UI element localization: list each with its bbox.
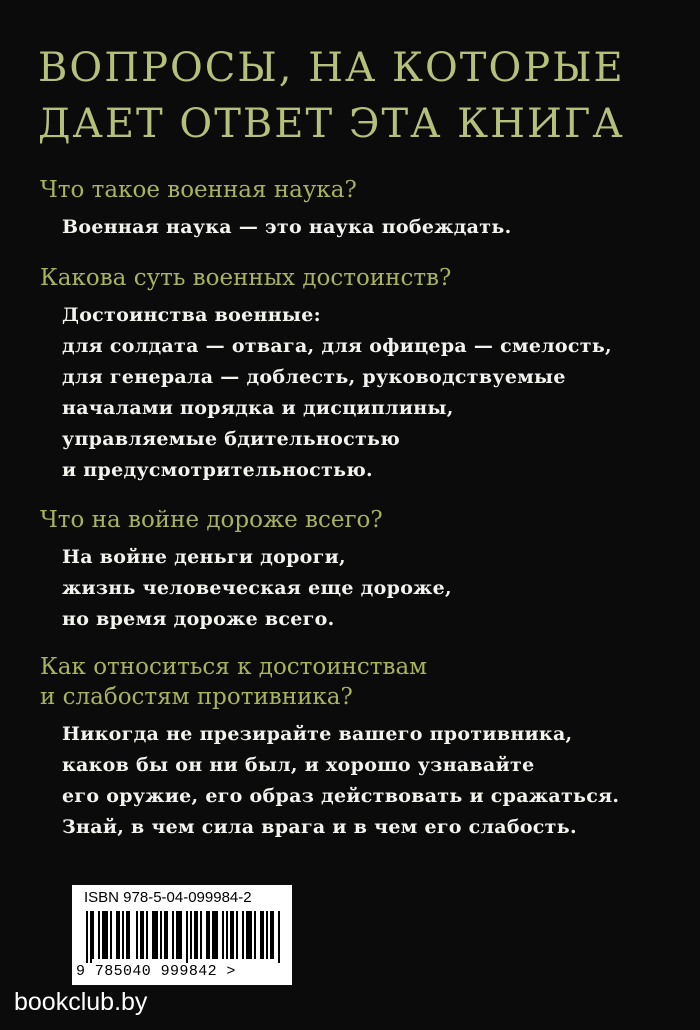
barcode-bar xyxy=(262,911,264,959)
barcode-bar xyxy=(250,911,252,959)
answer-3 xyxy=(62,542,452,635)
answer-1-line-1: Военная наука — это наука побеждать. xyxy=(62,216,512,238)
barcode-bar xyxy=(242,911,244,959)
title-line-2: ДАЕТ ОТВЕТ ЭТА КНИГА xyxy=(38,101,625,147)
barcode-bar xyxy=(272,911,274,959)
barcode-digits: 9 785040 999842 > xyxy=(76,963,236,980)
barcode-bar xyxy=(156,911,158,959)
barcode-bar xyxy=(278,911,280,963)
barcode-bar xyxy=(146,911,148,959)
barcode-bar xyxy=(164,911,166,959)
answer-4-line-2: каков бы он ни был, и хорошо узнавайте xyxy=(62,754,535,776)
answer-2 xyxy=(62,300,612,486)
barcode-bar xyxy=(90,911,92,963)
answer-4 xyxy=(62,719,619,843)
answer-2-line-1: Достоинства военные: xyxy=(62,304,321,326)
question-3 xyxy=(40,505,383,535)
barcode xyxy=(72,885,292,985)
barcode-bar xyxy=(110,911,112,959)
barcode-bar xyxy=(214,911,216,959)
barcode-bar xyxy=(98,911,100,959)
barcode-bar xyxy=(172,911,174,959)
answer-2-line-4: началами порядка и дисциплины, xyxy=(62,397,454,419)
barcode-bar xyxy=(118,911,120,959)
question-4 xyxy=(40,652,427,712)
barcode-bar xyxy=(152,911,154,959)
question-4-line-1: Как относиться к достоинствам xyxy=(40,654,428,680)
answer-2-line-5: управляемые бдительностью xyxy=(62,428,401,450)
barcode-bar xyxy=(176,911,178,959)
barcode-bar xyxy=(92,911,94,959)
page-title xyxy=(38,40,678,152)
barcode-bar xyxy=(212,911,214,959)
question-4-line-2: и слабостям противника? xyxy=(40,684,353,710)
barcode-bar xyxy=(186,911,188,963)
barcode-bar xyxy=(246,911,248,959)
barcode-bar xyxy=(136,911,138,959)
barcode-bar xyxy=(230,911,232,959)
answer-2-line-6: и предусмотрительностью. xyxy=(62,459,373,481)
barcode-bar xyxy=(216,911,218,959)
answer-1 xyxy=(62,212,511,243)
answer-3-line-3: но время дороже всего. xyxy=(62,608,335,630)
barcode-bar xyxy=(194,911,196,959)
barcode-bar xyxy=(160,911,162,959)
barcode-bar xyxy=(236,911,238,959)
barcode-bar xyxy=(140,911,142,959)
barcode-bar xyxy=(166,911,168,959)
barcode-bar xyxy=(196,911,198,959)
barcode-bar xyxy=(266,911,268,959)
barcode-bar xyxy=(222,911,224,959)
barcode-bar xyxy=(206,911,208,959)
barcode-bar xyxy=(260,911,262,959)
barcode-bar xyxy=(190,911,192,959)
barcode-bar xyxy=(226,911,228,959)
barcode-bar xyxy=(142,911,144,959)
barcode-bar xyxy=(128,911,130,959)
barcode-bar xyxy=(116,911,118,959)
barcode-bar xyxy=(178,911,180,959)
barcode-bar xyxy=(122,911,124,959)
answer-2-line-3: для генерала — доблесть, руководствуемые xyxy=(62,366,566,388)
barcode-bar xyxy=(154,911,156,959)
barcode-bar xyxy=(180,911,182,959)
answer-4-line-4: Знай, в чем сила врага и в чем его слабость. xyxy=(62,816,577,838)
barcode-bar xyxy=(208,911,210,959)
barcode-bar xyxy=(126,911,128,959)
question-3-line-1: Что на войне дороже всего? xyxy=(40,507,383,533)
question-1 xyxy=(40,175,357,205)
barcode-bar xyxy=(104,911,106,959)
barcode-bar xyxy=(270,911,272,959)
isbn-label: ISBN 978-5-04-099984-2 xyxy=(84,889,252,906)
question-2 xyxy=(40,263,451,293)
barcode-bar xyxy=(86,911,88,963)
barcode-bar xyxy=(254,911,256,959)
title-line-1: ВОПРОСЫ, НА КОТОРЫЕ xyxy=(38,45,625,91)
barcode-bar xyxy=(232,911,234,959)
answer-2-line-2: для солдата — отвага, для офицера — смелость, xyxy=(62,335,612,357)
footer-site: bookclub.by xyxy=(14,988,148,1016)
question-2-line-1: Какова суть военных достоинств? xyxy=(40,265,452,291)
barcode-bar xyxy=(248,911,250,959)
question-1-line-1: Что такое военная наука? xyxy=(40,177,357,203)
answer-4-line-1: Никогда не презирайте вашего противника, xyxy=(62,723,573,745)
barcode-bar xyxy=(106,911,108,959)
answer-4-line-3: его оружие, его образ действовать и сражаться. xyxy=(62,785,620,807)
barcode-bars xyxy=(86,911,282,963)
answer-3-line-2: жизнь человеческая еще дороже, xyxy=(62,577,452,599)
barcode-bar xyxy=(102,911,104,959)
answer-3-line-1: На войне деньги дороги, xyxy=(62,546,346,568)
barcode-bar xyxy=(200,911,202,959)
